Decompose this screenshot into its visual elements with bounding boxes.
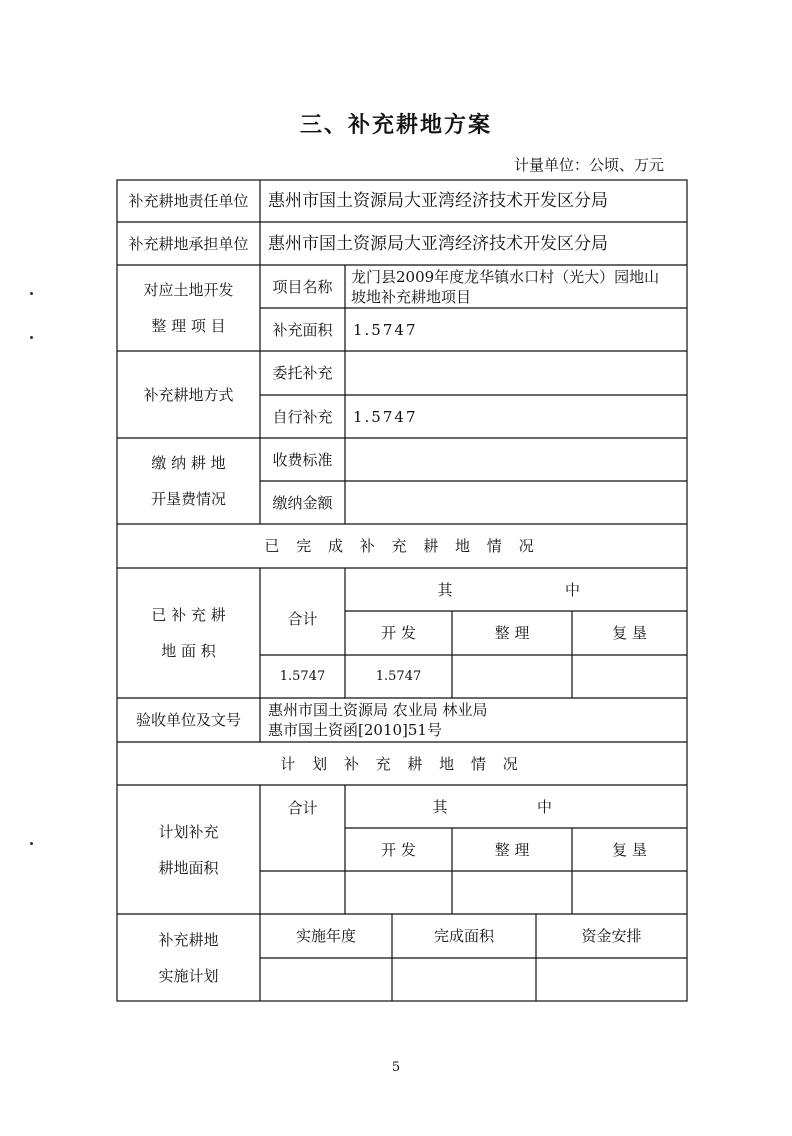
fee-std-value: [345, 438, 687, 481]
scan-speck: [30, 336, 33, 339]
fee-label: [117, 438, 260, 524]
completed-area-label: [117, 568, 260, 698]
planned-area-label: [117, 785, 260, 914]
project-name-line1: 龙门县2009年度龙华镇水口村（光大）园地山: [351, 267, 660, 286]
planned-area-line1: 计划补充: [158, 822, 219, 841]
project-group-line1: 对应土地开发: [143, 281, 234, 299]
completed-header: 已 完 成 补 充 耕 地 情 况: [264, 537, 540, 555]
completed-area-line1: 已 补 充 耕: [151, 606, 226, 624]
impl-year-label: 实施年度: [295, 927, 356, 945]
accept-label: 验收单位及文号: [135, 711, 241, 729]
accept-line1: 惠州市国土资源局 农业局 林业局: [268, 701, 488, 719]
self-value: 1.5747: [353, 407, 418, 426]
completed-among-1: 其: [437, 580, 453, 599]
self-label: 自行补充: [272, 407, 333, 426]
bear-unit-label: 补充耕地承担单位: [128, 234, 249, 253]
completed-arrange-label: 整 理: [494, 624, 530, 642]
fee-line2: 开垦费情况: [150, 490, 226, 508]
project-name-label: 项目名称: [272, 277, 333, 296]
fee-amount-value: [345, 481, 687, 524]
completed-total-value: 1.5747: [279, 668, 326, 684]
completed-reclaim-value: [572, 655, 687, 698]
page-number: 5: [391, 1060, 401, 1075]
scan-speck: [30, 292, 33, 295]
entrust-value: [345, 351, 687, 395]
planned-area-line2: 耕地面积: [158, 858, 219, 877]
planned-arrange-label: 整 理: [494, 840, 530, 859]
planned-reclaim-label: 复 垦: [612, 840, 647, 859]
planned-total-label: 合计: [287, 799, 318, 817]
impl-line2: 实施计划: [158, 966, 219, 985]
impl-fund-label: 资金安排: [581, 927, 642, 945]
impl-line1: 补充耕地: [158, 930, 219, 949]
fee-std-label: 收费标准: [272, 450, 333, 469]
project-name-value: [345, 265, 687, 308]
page-title: 三、补充耕地方案: [299, 112, 492, 138]
scan-speck: [30, 842, 33, 845]
project-name-line2: 坡地补充耕地项目: [351, 287, 472, 306]
completed-develop-value: 1.5747: [375, 668, 422, 684]
impl-plan-label: [117, 914, 260, 1001]
supp-area-value: 1.5747: [353, 320, 418, 339]
completed-area-line2: 地 面 积: [161, 642, 216, 660]
method-label: 补充耕地方式: [143, 385, 234, 404]
fee-line1: 缴 纳 耕 地: [151, 454, 226, 472]
planned-among-1: 其: [432, 797, 448, 816]
unit-note: 计量单位：公顷、万元: [513, 156, 664, 174]
resp-unit-label: 补充耕地责任单位: [128, 192, 249, 210]
supp-area-label: 补充面积: [272, 320, 333, 339]
impl-area-done-label: 完成面积: [433, 927, 494, 945]
accept-line2: 惠市国土资函[2010]51号: [268, 721, 442, 739]
completed-develop-label: 开 发: [381, 624, 416, 642]
project-group-label: [117, 265, 260, 351]
completed-among-2: 中: [565, 580, 581, 599]
project-group-line2: 整 理 项 目: [151, 317, 226, 335]
entrust-label: 委托补充: [272, 364, 333, 382]
planned-header: 计 划 补 充 耕 地 情 况: [280, 754, 524, 773]
resp-unit-value: 惠州市国土资源局大亚湾经济技术开发区分局: [268, 191, 608, 211]
completed-total-label: 合计: [287, 610, 318, 628]
planned-among-2: 中: [537, 797, 553, 816]
planned-develop-label: 开 发: [381, 840, 416, 859]
accept-value: [260, 698, 687, 742]
bear-unit-value: 惠州市国土资源局大亚湾经济技术开发区分局: [268, 233, 608, 254]
completed-reclaim-label: 复 垦: [612, 624, 647, 642]
fee-amount-label: 缴纳金额: [272, 493, 333, 512]
completed-arrange-value: [452, 655, 572, 698]
